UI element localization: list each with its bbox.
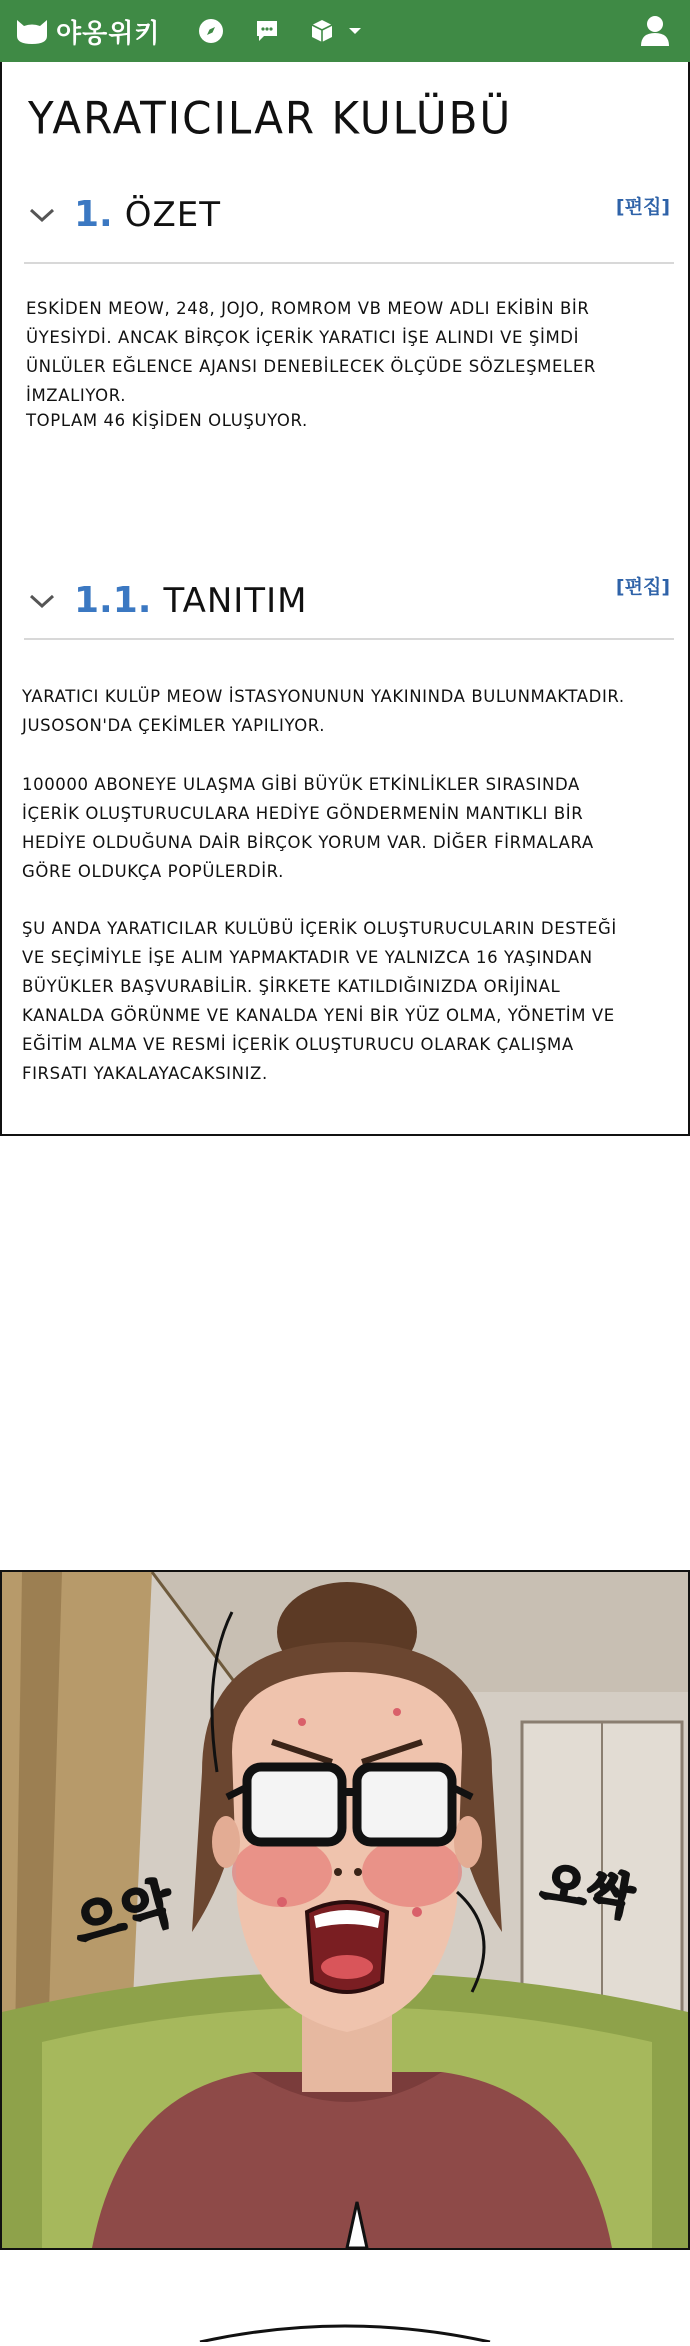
sfx-right: 오싹 bbox=[537, 1855, 639, 1927]
section-title: ÖZET bbox=[124, 194, 222, 235]
section-header-tanitim[interactable] bbox=[28, 580, 307, 621]
paragraph: YARATICI KULÜP MEOW İSTASYONUNUN YAKININDA BULUNMAKTADIR. JUSOSON'DA ÇEKİMLER YAPILIYOR. bbox=[22, 687, 625, 735]
section-title: TANITIM bbox=[163, 580, 308, 621]
compass-icon bbox=[198, 18, 224, 44]
discussion-button[interactable] bbox=[254, 18, 280, 44]
brand-link[interactable] bbox=[14, 13, 160, 50]
chevron-down-icon bbox=[348, 26, 362, 36]
paragraph: ŞU ANDA YARATICILAR KULÜBÜ İÇERİK OLUŞTURUCULARIN DESTEĞİ VE SEÇİMİYLE İŞE ALIM YAPMAKTADIR VE YALNIZCA 16 YAŞINDAN BÜYÜKLER BAŞVURABİLİR. ŞİRKETE KATILDIĞINIZDA ORİJİNAL KANALDA GÖRÜNME VE KANALDA YENİ BİR YÜZ OLMA, YÖNETİM VE EĞİTİM ALMA VE RESMİ İÇERİK OLUŞTURUCU OLARAK ÇALIŞMA FIRSATI YAKALAYACAKSINIZ. bbox=[22, 919, 617, 1083]
user-menu-button[interactable] bbox=[640, 15, 670, 47]
page-title: YARATICILAR KULÜBÜ bbox=[28, 92, 513, 145]
brand-name: 야옹위키 bbox=[56, 18, 161, 49]
edit-link[interactable]: [편집] bbox=[615, 576, 670, 598]
edit-link[interactable]: [편집] bbox=[615, 196, 670, 218]
section-divider bbox=[24, 262, 674, 264]
paragraph: 100000 ABONEYE ULAŞMA GİBİ BÜYÜK ETKİNLİKLER SIRASINDA İÇERİK OLUŞTURUCULARA HEDİYE GÖNDERMENİN MANTIKLI BİR HEDİYE OLDUĞUNA DAİR BİRÇOK YORUM VAR. DİĞER FİRMALARA GÖRE OLDUKÇA POPÜLERDİR. bbox=[22, 775, 594, 881]
cat-logo-icon bbox=[14, 16, 50, 46]
speech-bubble-top bbox=[0, 2250, 690, 2342]
top-navbar bbox=[0, 0, 690, 62]
cube-icon bbox=[310, 19, 334, 43]
wiki-article bbox=[0, 62, 690, 1136]
section-number: 1. bbox=[74, 194, 113, 235]
section-divider bbox=[24, 638, 674, 640]
chevron-down-icon[interactable] bbox=[28, 205, 56, 225]
next-panel-area bbox=[0, 2250, 690, 2342]
paragraph: ESKİDEN MEOW, 248, JOJO, ROMROM VB MEOW ADLI EKİBİN BİR ÜYESİYDİ. ANCAK BİRÇOK İÇERİK YARATICI İŞE ALINDI VE ŞİMDİ ÜNLÜLER EĞLENCE AJANSI DENEBİLECEK ÖLÇÜDE SÖZLEŞMELER İMZALIYOR. bbox=[26, 299, 596, 405]
section-header-ozet[interactable] bbox=[28, 194, 221, 235]
compass-button[interactable] bbox=[198, 18, 224, 44]
tools-dropdown-button[interactable] bbox=[310, 18, 376, 44]
sfx-left: 으악 bbox=[67, 1872, 180, 1957]
chat-icon bbox=[255, 19, 279, 43]
comic-panel bbox=[0, 1570, 690, 2250]
paragraph: TOPLAM 46 KİŞİDEN OLUŞUYOR. bbox=[26, 411, 308, 430]
user-icon bbox=[640, 15, 670, 47]
chevron-down-icon[interactable] bbox=[28, 591, 56, 611]
section-number: 1.1. bbox=[74, 580, 152, 621]
nav-icon-group bbox=[198, 18, 376, 44]
